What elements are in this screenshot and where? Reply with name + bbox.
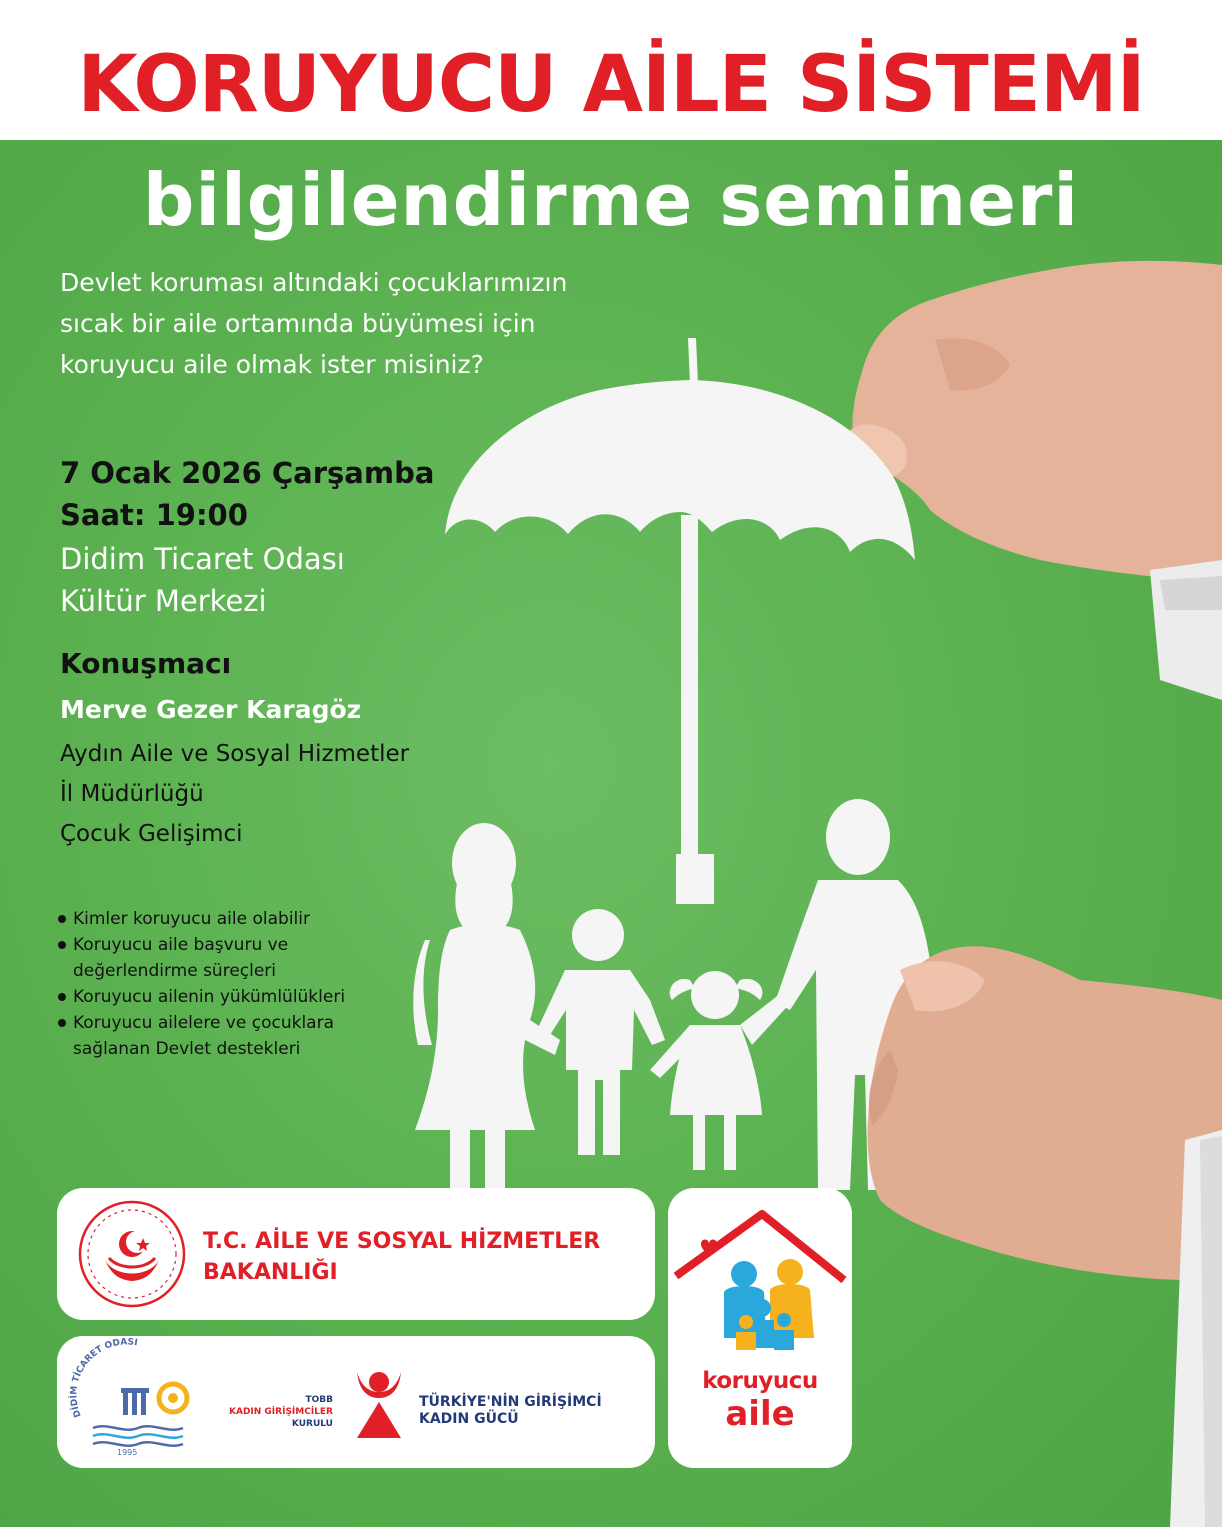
topic-item: Kimler koruyucu aile olabilir (58, 906, 413, 932)
intro-line: Devlet koruması altındaki çocuklarımızın (60, 268, 568, 297)
event-date: 7 Ocak 2026 Çarşamba (60, 456, 435, 490)
hand-bottom-icon (868, 946, 1222, 1527)
intro-line: sıcak bir aile ortamında büyümesi için (60, 309, 536, 338)
speaker-role (60, 734, 409, 854)
tkg-logo-text: TÜRKİYE'NİN GİRİŞİMCİ KADIN GÜCÜ (419, 1394, 602, 1427)
ministry-name: T.C. AİLE VE SOSYAL HİZMETLER BAKANLIĞI (203, 1229, 601, 1285)
topic-list (58, 906, 413, 1062)
didim-chamber-logo-icon (63, 1336, 213, 1468)
topic-item: Koruyucu aile başvuru ve değerlendirme süreçleri (58, 932, 413, 984)
koruyucu-word: koruyucu (702, 1368, 818, 1394)
hand-top-icon (849, 261, 1222, 700)
topic-item: Koruyucu ailelere ve çocuklara sağlanan Devlet destekleri (58, 1010, 413, 1062)
poster-title: KORUYUCU AİLE SİSTEMİ (77, 40, 1145, 130)
intro-text (60, 262, 760, 385)
speaker-heading: Konuşmacı (60, 647, 232, 680)
intro-line: koruyucu aile olmak ister misiniz? (60, 350, 484, 379)
koruyucu-aile-logo-card (668, 1188, 852, 1468)
koruyucu-aile-family-icon (668, 1188, 852, 1368)
topic-item: Koruyucu ailenin yükümlülükleri (58, 984, 413, 1010)
venue-line: Didim Ticaret Odası (60, 542, 345, 576)
poster-subtitle: bilgilendirme semineri (142, 158, 1080, 242)
didim-year: 1995 (117, 1448, 138, 1457)
event-venue (60, 538, 345, 622)
role-line: Aydın Aile ve Sosyal Hizmetler (60, 741, 410, 767)
venue-line: Kültür Merkezi (60, 584, 267, 618)
tobb-logo-text: TOBB KADIN GİRİŞİMCİLER KURULU (229, 1395, 333, 1429)
role-line: Çocuk Gelişimci (60, 821, 243, 847)
partners-logo-card (57, 1336, 655, 1468)
role-line: İl Müdürlüğü (60, 781, 204, 807)
paper-family-icon (413, 799, 935, 1190)
tkg-logo-icon (349, 1362, 409, 1442)
ministry-logo-card (57, 1188, 655, 1320)
speaker-name: Merve Gezer Karagöz (60, 695, 362, 724)
event-time: Saat: 19:00 (60, 498, 248, 532)
poster-body (0, 140, 1222, 1527)
header-band (0, 0, 1222, 140)
didim-arc-text: DİDİM TİCARET ODASI (69, 1337, 139, 1419)
aile-word: aile (725, 1394, 795, 1434)
ministry-seal-icon (67, 1188, 197, 1320)
